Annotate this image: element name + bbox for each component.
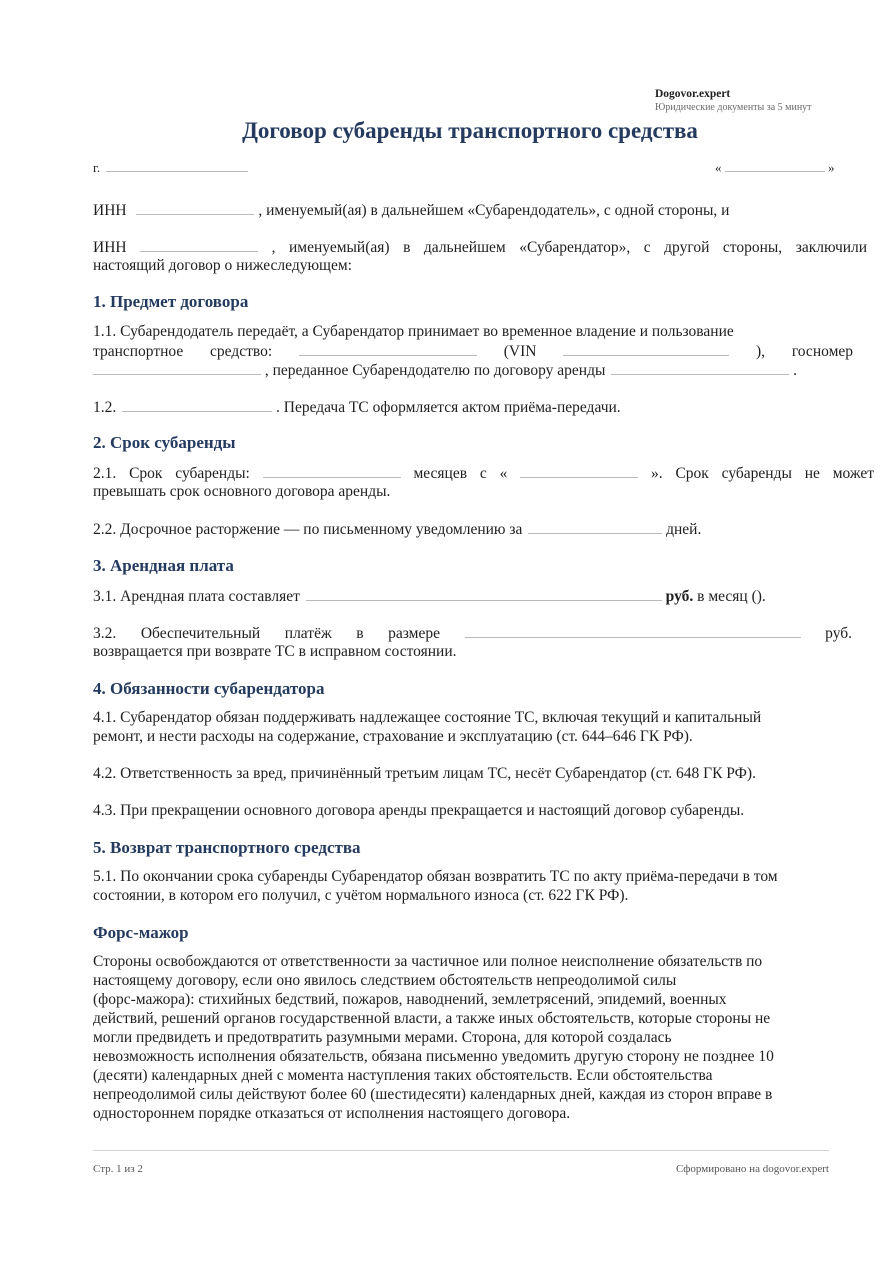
force-majeure-line: невозможность исполнения обязательств, обязана письменно уведомить другую сторону не позднее 10 xyxy=(93,1048,774,1065)
brand-name: Dogovor.expert xyxy=(655,88,731,100)
clause-1-2-field[interactable] xyxy=(122,397,272,412)
section5-heading: 5. Возврат транспортного средства xyxy=(93,838,361,857)
party1-line xyxy=(93,200,729,221)
clause-text-part: с xyxy=(479,465,487,482)
clause-2-2 xyxy=(93,519,701,540)
force-majeure-text xyxy=(93,952,774,1123)
clause-text-part: размере xyxy=(388,625,440,642)
clause-text-part: субаренды: xyxy=(175,465,250,482)
clause-text-part: госномер xyxy=(791,343,854,360)
clause-text-part: ), xyxy=(756,343,766,360)
party2-text-part: дальнейшем xyxy=(423,239,506,256)
brand-tagline: Юридические документы за 5 минут xyxy=(655,102,812,113)
currency-label: руб. xyxy=(665,588,694,605)
party2-line1 xyxy=(93,237,867,258)
vehicle-field[interactable] xyxy=(299,341,477,356)
date-close-quote: » xyxy=(828,160,835,175)
clause-3-2-line1 xyxy=(93,623,852,644)
date-open-quote: « xyxy=(715,160,722,175)
term-months-field[interactable] xyxy=(263,463,401,478)
clause-text-part: « xyxy=(499,465,508,482)
clause-text-part: в xyxy=(356,625,364,642)
party1-text: , именуемый(ая) в дальнейшем «Субарендодатель», с одной стороны, и xyxy=(258,202,730,219)
start-date-field[interactable] xyxy=(520,463,638,478)
party2-text-part: стороны, xyxy=(722,239,783,256)
document-title: Договор субаренды транспортного средства xyxy=(242,118,698,143)
brand-block xyxy=(655,88,812,113)
clause-1-1-line3 xyxy=(93,360,797,381)
party2-line2: настоящий договор о нижеследующем: xyxy=(93,257,352,274)
clause-text-part: (VIN xyxy=(503,343,537,360)
clause-1-1-line1: 1.1. Субарендодатель передаёт, а Субарендатор принимает во временное владение и пользование xyxy=(93,323,734,340)
clause-text-part: средство: xyxy=(210,343,273,360)
clause-text-part: месяцев xyxy=(413,465,468,482)
clause-4-1-line2: ремонт, и нести расходы на содержание, страхование и эксплуатацию (ст. 644–646 ГК РФ). xyxy=(93,728,693,745)
clause-text-part: . Передача ТС оформляется актом приёма-передачи. xyxy=(276,399,621,416)
clause-2-1-line2: превышать срок основного договора аренды. xyxy=(93,483,391,500)
clause-text-part: не xyxy=(804,465,820,482)
clause-2-1-line1 xyxy=(93,463,874,484)
force-majeure-line: (десяти) календарных дней с момента наступления таких обстоятельств. Если обстоятельства xyxy=(93,1067,713,1084)
party1-inn-label: ИНН xyxy=(93,202,127,219)
clause-text-part: 3.2. xyxy=(93,625,117,642)
generated-note: Сформировано на dogovor.expert xyxy=(675,1163,829,1175)
force-majeure-line: могли предвидеть и предотвратить разумными мерами. Сторона, для которой создалась xyxy=(93,1029,672,1046)
clause-3-1 xyxy=(93,586,766,607)
clause-5-1-line1: 5.1. По окончании срока субаренды Субарендатор обязан возвратить ТС по акту приёма-передачи в том xyxy=(93,868,778,885)
party2-text-part: заключили xyxy=(795,239,868,256)
party2-inn-label: ИНН xyxy=(93,239,127,256)
place-line xyxy=(93,157,248,178)
clause-text-part: Обеспечительный xyxy=(140,625,261,642)
clause-text-part: в месяц (). xyxy=(697,588,766,605)
party1-inn-field[interactable] xyxy=(136,200,254,215)
force-majeure-line: настоящему договору, если оно явилось следствием обстоятельств непреодолимой силы xyxy=(93,972,677,989)
city-field[interactable] xyxy=(106,157,248,172)
party2-text-part: с xyxy=(643,239,651,256)
clause-text-part: . xyxy=(793,362,798,379)
clause-1-2 xyxy=(93,397,621,418)
force-majeure-heading: Форс-мажор xyxy=(93,923,189,942)
clause-text-part: субаренды xyxy=(721,465,792,482)
clause-1-1-line2 xyxy=(93,341,853,362)
force-majeure-line: одностороннем порядке отказаться от исполнения настоящего договора. xyxy=(93,1105,571,1122)
clause-text-part: руб. xyxy=(825,625,853,642)
party2-text-part: «Субарендатор», xyxy=(519,239,631,256)
section2-heading: 2. Срок субаренды xyxy=(93,433,236,452)
clause-4-1-line1: 4.1. Субарендатор обязан поддерживать надлежащее состояние ТС, включая текущий и капитальный xyxy=(93,709,762,726)
footer-divider xyxy=(93,1150,829,1151)
date-field[interactable] xyxy=(725,157,825,172)
date-line xyxy=(715,157,835,178)
clause-text-part: 2.1. xyxy=(93,465,117,482)
clause-text-part: Срок xyxy=(675,465,709,482)
force-majeure-line: непреодолимой силы действуют более 60 (шестидесяти) календарных дней, каждая из сторон вправе в xyxy=(93,1086,773,1103)
clause-text-part: 3.1. Арендная плата составляет xyxy=(93,588,300,605)
deposit-amount-field[interactable] xyxy=(465,623,801,638)
party2-text-part: в xyxy=(403,239,411,256)
party2-text-part: другой xyxy=(664,239,710,256)
party2-text-part: , именуемый(ая) xyxy=(271,239,390,256)
lease-contract-field[interactable] xyxy=(611,360,789,375)
clause-text-part: транспортное xyxy=(93,343,184,360)
section4-heading: 4. Обязанности субарендатора xyxy=(93,679,325,698)
page-number: Стр. 1 из 2 xyxy=(93,1163,143,1175)
clause-text-part: Срок xyxy=(129,465,163,482)
clause-text-part: платёж xyxy=(284,625,332,642)
plate-field[interactable] xyxy=(93,360,261,375)
clause-3-2-line2: возвращается при возврате ТС в исправном состоянии. xyxy=(93,643,457,660)
force-majeure-line: (форс-мажора): стихийных бедствий, пожаров, наводнений, землетрясений, эпидемий, военных xyxy=(93,991,727,1008)
clause-text-part: 2.2. Досрочное расторжение — по письменному уведомлению за xyxy=(93,521,523,538)
section1-heading: 1. Предмет договора xyxy=(93,292,249,311)
rent-amount-field[interactable] xyxy=(306,586,662,601)
section3-heading: 3. Арендная плата xyxy=(93,556,234,575)
clause-4-2: 4.2. Ответственность за вред, причинённый третьим лицам ТС, несёт Субарендатор (ст. 648 ГК РФ). xyxy=(93,765,756,782)
clause-text-part: может xyxy=(832,465,875,482)
place-prefix: г. xyxy=(93,160,101,175)
notice-days-field[interactable] xyxy=(528,519,662,534)
clause-number: 1.2. xyxy=(93,399,117,416)
vin-field[interactable] xyxy=(563,341,729,356)
clause-5-1-line2: состоянии, в котором его получил, с учётом нормального износа (ст. 622 ГК РФ). xyxy=(93,887,629,904)
party2-inn-field[interactable] xyxy=(140,237,258,252)
clause-4-3: 4.3. При прекращении основного договора аренды прекращается и настоящий договор субаренды. xyxy=(93,802,745,819)
force-majeure-line: действий, решений органов государственной власти, а также иных обстоятельств, которые стороны не xyxy=(93,1010,771,1027)
clause-text-part: ». xyxy=(651,465,663,482)
force-majeure-line: Стороны освобождаются от ответственности за частичное или полное неисполнение обязательств по xyxy=(93,953,763,970)
clause-text-part: дней. xyxy=(666,521,702,538)
clause-text-part: , переданное Субарендодателю по договору аренды xyxy=(264,362,606,379)
